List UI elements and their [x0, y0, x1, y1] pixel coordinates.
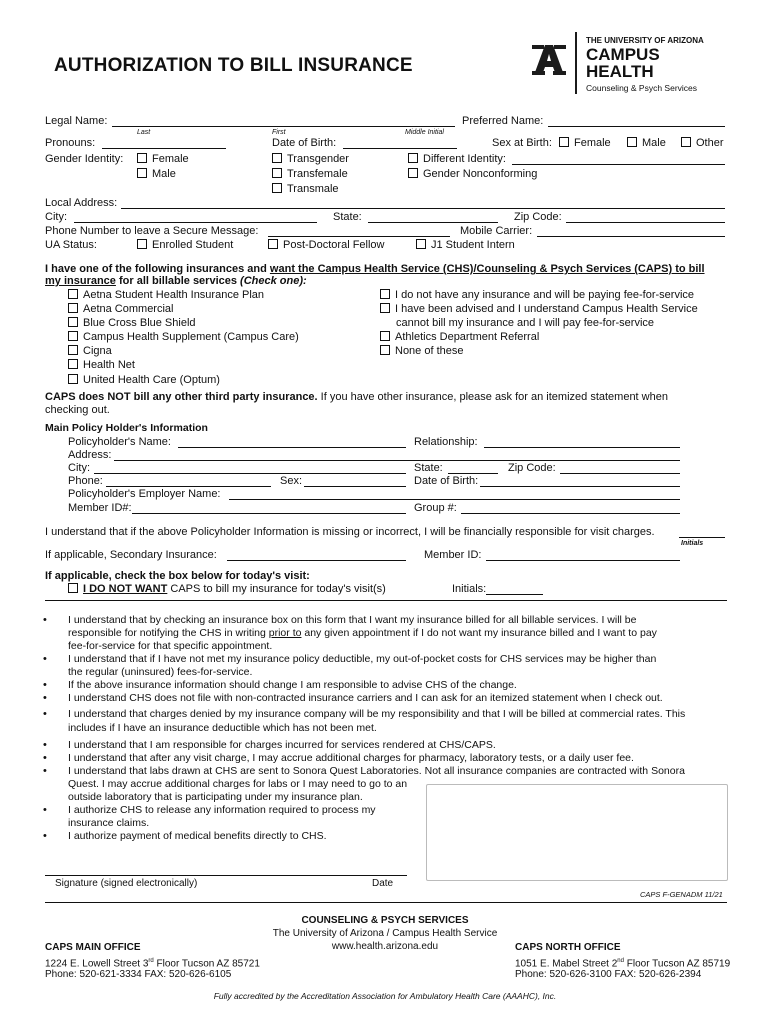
gi-different-checkbox[interactable]: Different Identity: [408, 153, 506, 166]
policy-state-field[interactable] [448, 473, 498, 474]
group-field[interactable] [461, 513, 680, 514]
signature-image-box[interactable] [426, 784, 728, 881]
policy-zip-label: Zip Code: [508, 462, 556, 474]
ins-no-insurance-checkbox[interactable]: I do not have any insurance and will be paying fee-for-service [380, 289, 694, 302]
mobile-carrier-label: Mobile Carrier: [460, 225, 533, 237]
north-office-phone: Phone: 520-626-3100 FAX: 520-626-2394 [515, 969, 702, 980]
dob-label: Date of Birth: [272, 137, 337, 149]
logo-subtitle: Counseling & Psych Services [586, 83, 698, 93]
bullet: • [43, 752, 47, 764]
phone-secure-label: Phone Number to leave a Secure Message: [45, 225, 259, 237]
first-sublabel: First [272, 129, 286, 136]
bullet: • [43, 830, 47, 842]
member-id-label: Member ID#: [68, 502, 132, 514]
gi-transfemale-checkbox[interactable]: Transfemale [272, 168, 348, 181]
bullet: • [43, 692, 47, 704]
bullet-text: I understand that if I have not met my insurance policy deductible, my out-of-pocket costs for CHS services may be higher than [68, 653, 657, 665]
secondary-insurance-field[interactable] [227, 560, 406, 561]
main-office-address: 1224 E. Lowell Street 3rd Floor Tucson AZ 85721 [45, 958, 260, 970]
preferred-name-label: Preferred Name: [462, 115, 544, 127]
today-heading: If applicable, check the box below for today's visit: [45, 570, 310, 582]
employer-label: Policyholder's Employer Name: [68, 488, 221, 500]
policy-initials-field[interactable] [679, 537, 725, 538]
logo-campus-text: CAMPUS [586, 45, 660, 64]
bullet: • [43, 708, 47, 720]
bullet-text: I understand that after any visit charge, I may accrue additional charges for pharmacy, laboratory tests, or a daily user fee. [68, 752, 634, 764]
policy-state-label: State: [414, 462, 443, 474]
policy-sex-label: Sex: [280, 475, 303, 487]
initials-sublabel: Initials [681, 540, 704, 547]
policy-understand-text: I understand that if the above Policyholder Information is missing or incorrect, I will be financially responsible for visit charges. [45, 526, 655, 538]
ins-health-net-checkbox[interactable]: Health Net [68, 359, 135, 372]
policy-dob-label: Date of Birth: [414, 475, 479, 487]
insurance-intro-line2: my insurance for all billable services (Check one): [45, 275, 307, 287]
ins-athletics-checkbox[interactable]: Athletics Department Referral [380, 331, 539, 344]
ins-advised-line2: cannot bill my insurance and I will pay fee-for-service [396, 317, 655, 329]
pronouns-field[interactable] [102, 148, 226, 149]
bullet: • [43, 739, 47, 751]
state-field[interactable] [368, 222, 498, 223]
main-office-phone: Phone: 520-621-3334 FAX: 520-626-6105 [45, 969, 232, 980]
university-logo [528, 32, 704, 94]
signature-label: Signature (signed electronically) [55, 878, 198, 889]
bullet: • [43, 765, 47, 777]
ins-uhc-checkbox[interactable]: United Health Care (Optum) [68, 374, 220, 387]
main-office-title: CAPS MAIN OFFICE [45, 942, 141, 953]
today-initials-field[interactable] [486, 594, 543, 595]
bullet-text: I authorize CHS to release any information required to process my [68, 804, 376, 816]
local-address-label: Local Address: [45, 197, 118, 209]
bullet-text: I understand CHS does not file with non-contracted insurance carriers and I can ask for an itemized statement when I check out. [68, 692, 663, 704]
dob-field[interactable] [343, 148, 457, 149]
preferred-name-field[interactable] [548, 126, 725, 127]
gi-female-checkbox[interactable]: Female [137, 153, 189, 166]
policy-dob-field[interactable] [480, 486, 680, 487]
policy-heading: Main Policy Holder's Information [45, 422, 208, 434]
middle-sublabel: Middle Initial [405, 129, 444, 136]
gi-transmale-checkbox[interactable]: Transmale [272, 183, 339, 196]
ins-campus-care-checkbox[interactable]: Campus Health Supplement (Campus Care) [68, 331, 299, 344]
employer-field[interactable] [229, 499, 680, 500]
policyholder-name-label: Policyholder's Name: [68, 436, 171, 448]
bullet-text: I understand that labs drawn at CHS are sent to Sonora Quest Laboratories. Not all insurance companies are contracted with Sonora [68, 765, 685, 777]
logo-health-text: HEALTH [586, 62, 654, 81]
bullet-text: I understand that I am responsible for charges incurred for services rendered at CHS/CAPS. [68, 739, 496, 751]
bullet-text: I understand that by checking an insurance box on this form that I want my insurance billed for all billable services. I will be [68, 614, 637, 626]
gi-nonconforming-checkbox[interactable]: Gender Nonconforming [408, 168, 537, 181]
bullet: • [43, 679, 47, 691]
sab-other-checkbox[interactable]: Other [681, 137, 724, 150]
footer-divider [45, 902, 727, 903]
ins-advised-checkbox[interactable]: I have been advised and I understand Campus Health Service [380, 303, 698, 316]
north-office-title: CAPS NORTH OFFICE [515, 942, 621, 953]
sab-female-checkbox[interactable]: Female [559, 137, 611, 150]
relationship-label: Relationship: [414, 436, 478, 448]
gi-different-field[interactable] [512, 164, 725, 165]
ins-cigna-checkbox[interactable]: Cigna [68, 345, 112, 358]
logo-university-text: THE UNIVERSITY OF ARIZONA [586, 36, 704, 45]
bullet-text: includes if I have an insurance deductible which has not been met. [68, 722, 377, 734]
relationship-field[interactable] [484, 447, 680, 448]
sab-male-checkbox[interactable]: Male [627, 137, 666, 150]
zip-label: Zip Code: [514, 211, 562, 223]
north-office-address: 1051 E. Mabel Street 2nd Floor Tucson AZ 85719 [515, 958, 731, 970]
policy-address-label: Address: [68, 449, 112, 461]
secondary-member-id-field[interactable] [486, 560, 680, 561]
state-label: State: [333, 211, 362, 223]
bullet-text: responsible for notifying the CHS in writing prior to any given appointment if I do not want my insurance billed and I want to pay [68, 627, 657, 639]
footer-org-name: COUNSELING & PSYCH SERVICES [301, 915, 469, 926]
sex-at-birth-label: Sex at Birth: [492, 137, 552, 149]
bullet: • [43, 653, 47, 665]
insurance-intro-line1: I have one of the following insurances and want the Campus Health Service (CHS)/Counseling & Psych Services (CAPS) to bill [45, 263, 705, 275]
mobile-carrier-field[interactable] [537, 236, 725, 237]
bullet-text: If the above insurance information should change I am responsible to advise CHS of the change. [68, 679, 517, 691]
policy-phone-field[interactable] [106, 486, 271, 487]
ins-aetna-commercial-checkbox[interactable]: Aetna Commercial [68, 303, 173, 316]
city-field[interactable] [74, 222, 317, 223]
phone-secure-field[interactable] [268, 236, 450, 237]
policy-city-field[interactable] [94, 473, 406, 474]
bullet-text: fee-for-service for that specific appointment. [68, 640, 273, 652]
policy-address-field[interactable] [114, 460, 680, 461]
bullet-text: insurance claims. [68, 817, 150, 829]
gender-identity-label: Gender Identity: [45, 153, 124, 165]
footer-university: The University of Arizona / Campus Health Service [272, 928, 498, 939]
bullet-text: outside laboratory that is participating under my insurance plan. [68, 791, 363, 803]
zip-field[interactable] [566, 222, 725, 223]
date-label: Date [372, 878, 394, 889]
signature-field[interactable] [45, 875, 407, 876]
bullet: • [43, 804, 47, 816]
legal-name-field[interactable] [112, 126, 455, 127]
page-title: AUTHORIZATION TO BILL INSURANCE [54, 55, 413, 76]
enrolled-student-checkbox[interactable]: Enrolled Student [137, 239, 233, 252]
city-label: City: [45, 211, 67, 223]
gi-transgender-checkbox[interactable]: Transgender [272, 153, 349, 166]
policyholder-name-field[interactable] [178, 447, 406, 448]
group-label: Group #: [414, 502, 457, 514]
pronouns-label: Pronouns: [45, 137, 96, 149]
policy-city-label: City: [68, 462, 90, 474]
secondary-insurance-label: If applicable, Secondary Insurance: [45, 549, 217, 561]
j1-intern-checkbox[interactable]: J1 Student Intern [416, 239, 515, 252]
gi-male-checkbox[interactable]: Male [137, 168, 176, 181]
section-divider [45, 600, 727, 601]
ins-bcbs-checkbox[interactable]: Blue Cross Blue Shield [68, 317, 196, 330]
legal-name-label: Legal Name: [45, 115, 108, 127]
policy-phone-label: Phone: [68, 475, 103, 487]
accreditation-note: Fully accredited by the Accreditation Association for Ambulatory Health Care (AAAHC), Inc. [213, 991, 557, 1001]
bullet-text: Quest. I may accrue additional charges for labs or I may need to go to an [68, 778, 408, 790]
secondary-member-id-label: Member ID: [424, 549, 482, 561]
ins-aetna-student-checkbox[interactable]: Aetna Student Health Insurance Plan [68, 289, 264, 302]
bullet: • [43, 614, 47, 626]
postdoc-checkbox[interactable]: Post-Doctoral Fellow [268, 239, 384, 252]
policy-sex-field[interactable] [304, 486, 406, 487]
caps-no-bill-note: CAPS does NOT bill any other third party insurance. If you have other insurance, please ask for an itemized statement when [45, 391, 668, 403]
ins-none-checkbox[interactable]: None of these [380, 345, 464, 358]
member-id-field[interactable] [132, 513, 406, 514]
footer-website[interactable]: www.health.arizona.edu [331, 941, 439, 952]
last-sublabel: Last [137, 129, 151, 136]
do-not-want-checkbox[interactable]: I DO NOT WANT CAPS to bill my insurance for today's visit(s) [68, 583, 386, 596]
bullet-text: I understand that charges denied by my insurance company will be my responsibility and that I will be billed at commercial rates. This [68, 708, 686, 720]
bullet-text: the regular (uninsured) fees-for-service. [68, 666, 253, 678]
form-code: CAPS F-GENADM 11/21 [640, 890, 723, 899]
block-a-logo-icon [532, 42, 566, 76]
caps-no-bill-note-line2: checking out. [45, 404, 110, 416]
ua-status-label: UA Status: [45, 239, 97, 251]
bullet-text: I authorize payment of medical benefits directly to CHS. [68, 830, 327, 842]
policy-zip-field[interactable] [560, 473, 680, 474]
today-initials-label: Initials: [452, 583, 487, 595]
local-address-field[interactable] [121, 208, 725, 209]
